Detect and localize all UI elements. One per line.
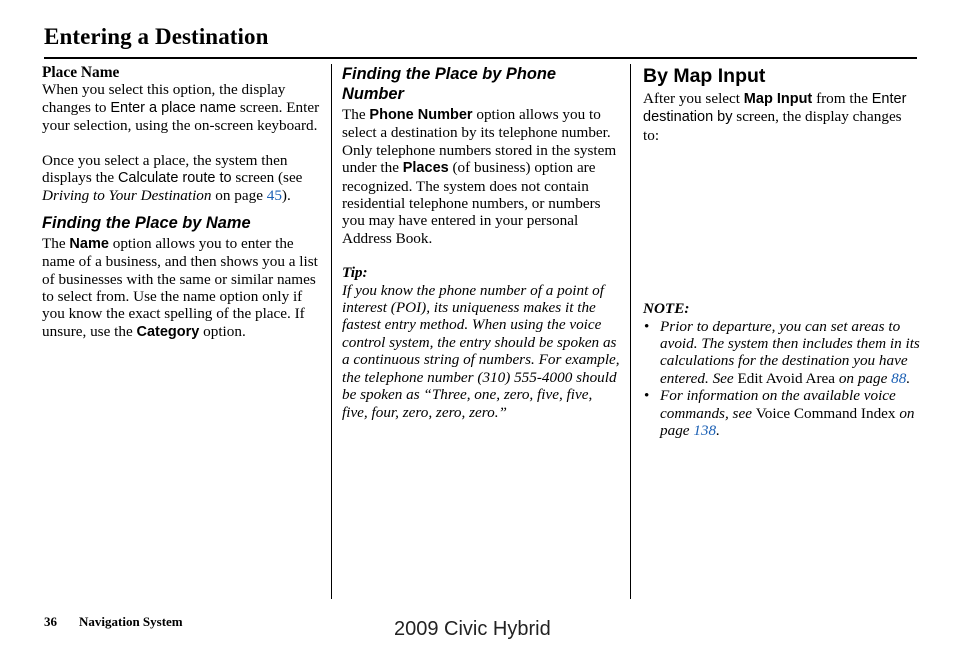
- text: .: [906, 369, 911, 387]
- ui-label-enter-destination-by: Enter destination by: [643, 91, 907, 126]
- page-link-45[interactable]: 45: [266, 187, 282, 205]
- by-name-heading: Finding the Place by Name: [42, 213, 251, 232]
- text: screen. Enter your selection, using the on-screen keyboard.: [42, 98, 320, 135]
- watermark: 2009 Civic Hybrid: [394, 618, 551, 640]
- ui-label-name: Name: [69, 235, 109, 252]
- column-2: [342, 64, 620, 421]
- note-list: [643, 318, 921, 440]
- tip-heading: Tip:: [342, 264, 368, 282]
- ui-label-enter-place-name: Enter a place name: [110, 99, 237, 116]
- bullet-icon: •: [644, 387, 650, 405]
- place-name-paragraph-2: [42, 152, 320, 205]
- tip-text: If you know the phone number of a point of interest (POI), its uniqueness makes it the fastest entry method. When using the voice control system, the entry should be spoken as a continuous string of numbers. For example, the telephone number (310) 555-4000 should be spoken as “Three, one, zero, five, five, five, four, zero, zero, zero.”: [342, 281, 620, 421]
- text: Once you select a place, the system then displays the: [42, 151, 288, 187]
- map-input-heading: By Map Input: [643, 65, 766, 87]
- by-name-paragraph: [42, 235, 320, 341]
- title-divider: [44, 57, 917, 59]
- text: (of business) option are recognized. The system does not contain residential telephone numbers, or numbers you may have entered in your personal Address Book.: [342, 159, 601, 247]
- by-phone-heading: Finding the Place by Phone Number: [342, 65, 557, 103]
- ui-label-category: Category: [136, 323, 200, 340]
- ui-label-calculate-route: Calculate route to: [117, 170, 232, 187]
- text: Prior to departure, you can set areas to avoid. The system then includes them in its calculations for the destination you have entered. See: [660, 317, 920, 387]
- note-item-2: [643, 387, 921, 439]
- page-number: 36: [44, 614, 57, 629]
- text: For information on the available voice commands, see: [660, 387, 896, 422]
- text: When you select this option, the display changes to: [42, 81, 286, 116]
- text: on page: [211, 187, 267, 205]
- column-divider-2: [630, 64, 631, 599]
- text: screen (see: [231, 169, 303, 187]
- column-1: [42, 64, 320, 341]
- cross-reference: Edit Avoid Area: [737, 369, 836, 387]
- text: on page: [835, 369, 892, 387]
- text: After you select: [643, 90, 744, 107]
- page-link-88[interactable]: 88: [891, 369, 907, 387]
- map-input-paragraph: [643, 90, 921, 144]
- page-title: Entering a Destination: [44, 24, 269, 49]
- place-name-heading: Place Name: [42, 64, 120, 81]
- note-item-1: [643, 318, 921, 388]
- page-link-138[interactable]: 138: [693, 422, 717, 440]
- text: option.: [199, 322, 246, 340]
- footer-label: Navigation System: [79, 614, 183, 629]
- cross-reference: Voice Command Index: [755, 404, 896, 422]
- note-heading: NOTE:: [643, 300, 690, 318]
- text: The: [342, 106, 370, 123]
- screen-image-placeholder: [643, 144, 921, 300]
- by-phone-paragraph: [342, 106, 620, 247]
- text: from the: [812, 90, 872, 107]
- bullet-icon: •: [644, 317, 650, 335]
- text: option allows you to select a destination by its telephone number. Only telephone numbers stored in the system under the: [342, 106, 617, 177]
- ui-label-phone-number: Phone Number: [369, 107, 473, 123]
- text: ).: [281, 187, 291, 205]
- text: option allows you to enter the name of a business, and then shows you a list of businesses with the same or similar names to select from. Use the name option only if you know the exact spelling of the place. If unsure, use the: [42, 234, 318, 340]
- text: screen, the display changes to:: [643, 108, 902, 144]
- ui-label-places: Places: [402, 160, 449, 177]
- ui-label-map-input: Map Input: [743, 91, 813, 107]
- text: on page: [660, 404, 915, 440]
- text: .: [716, 422, 720, 440]
- place-name-paragraph-1: [42, 81, 320, 134]
- cross-reference: Driving to Your Destination: [42, 187, 212, 205]
- column-divider-1: [331, 64, 332, 599]
- text: The: [42, 234, 70, 252]
- column-3: [643, 64, 921, 439]
